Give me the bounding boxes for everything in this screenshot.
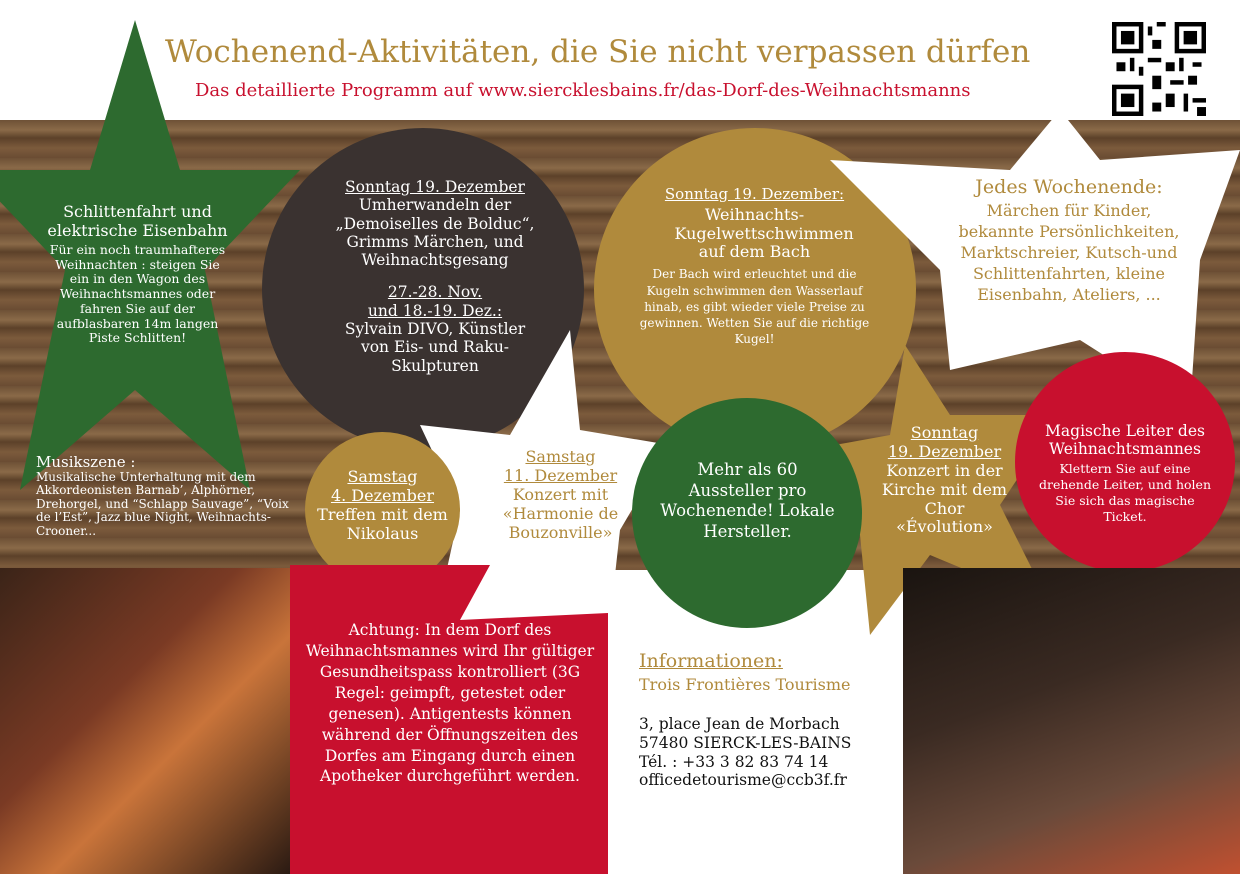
gold-star-content bbox=[877, 424, 1012, 537]
gold-small-circle-content bbox=[315, 468, 450, 544]
gold-circle-date: Sonntag 19. Dezember: bbox=[664, 185, 845, 203]
dark-circle-date2a: 27.-28. Nov. bbox=[387, 283, 483, 302]
gold-star-text: Konzert in der Kirche mit dem Chor «Évolution» bbox=[881, 460, 1008, 537]
market-photo bbox=[903, 568, 1240, 874]
white-star-title: Jedes Wochenende: bbox=[975, 176, 1163, 198]
info-heading: Informationen: bbox=[639, 650, 783, 672]
info-org: Trois Frontières Tourisme bbox=[639, 675, 851, 695]
info-phone[interactable]: Tél. : +33 3 82 83 74 14 bbox=[639, 752, 829, 771]
dark-circle-date2b: und 18.-19. Dez.: bbox=[367, 301, 503, 320]
info-block bbox=[639, 650, 899, 790]
santa-photo bbox=[0, 568, 290, 874]
music-title: Musikszene : bbox=[36, 453, 136, 471]
gold-small-date2: 4. Dezember bbox=[330, 485, 435, 505]
red-circle-body: Klettern Sie auf eine drehende Leiter, und holen Sie sich das magische Ticket. bbox=[1038, 460, 1211, 525]
gold-star-date1: Sonntag bbox=[910, 423, 979, 442]
health-pass-notice: Achtung: In dem Dorf des Weihnachtsmannes wird Ihr gültiger Gesundheitspass kontrolliert (3G Regel: geimpft, getestet oder genesen). Antigentests können während der Öffnungszeiten des Dorfes am Eingang durch einen Apotheker durchgeführt werden. bbox=[305, 621, 595, 786]
gold-circle-content bbox=[632, 186, 877, 347]
green-star-title: Schlittenfahrt und elektrische Eisenbahn bbox=[47, 202, 228, 240]
gold-small-text: Treffen mit dem Nikolaus bbox=[317, 504, 448, 543]
music-body: Musikalische Unterhaltung mit dem Akkordeonisten Barnab’, Alphörner, Drehorgel, und “Schlapp Sauvage”, “Voix de l’Est”, Jazz blue Night, Weihnachts-Crooner... bbox=[36, 469, 289, 538]
gold-circle-title: Weihnachts-Kugelwettschwimmen auf dem Bach bbox=[674, 204, 854, 262]
green-star-body: Für ein noch traumhafteres Weihnachten : steigen Sie ein in den Wagon des Weihnachtsmannes oder fahren Sie auf der aufblasbaren 14m langen Piste Schlitten! bbox=[49, 241, 226, 346]
gold-star-date2: 19. Dezember bbox=[887, 441, 1002, 461]
white-center-date2: 11. Dezember bbox=[503, 465, 618, 485]
green-star-content bbox=[45, 203, 230, 346]
white-star-center-content bbox=[488, 448, 633, 542]
white-center-text: Konzert mit «Harmonie de Bouzonville» bbox=[502, 484, 619, 542]
white-star-body: Märchen für Kinder, bekannte Persönlichkeiten, Marktschreier, Kutsch-und Schlittenfahrten, kleine Eisenbahn, Ateliers, ... bbox=[958, 201, 1180, 304]
qr-code-icon[interactable] bbox=[1112, 22, 1206, 116]
dark-circle-text1: Umherwandeln der „Demoiselles de Bolduc“, Grimms Märchen, und Weihnachtsgesang bbox=[335, 196, 535, 270]
white-star-content bbox=[948, 176, 1190, 305]
info-address2: 57480 SIERCK-LES-BAINS bbox=[639, 733, 852, 752]
red-circle-content bbox=[1035, 422, 1215, 526]
page-title: Wochenend-Aktivitäten, die Sie nicht verpassen dürfen bbox=[165, 34, 1031, 70]
gold-small-date1: Samstag bbox=[347, 467, 418, 486]
music-section bbox=[36, 454, 298, 538]
green-circle-content: Mehr als 60 Aussteller pro Wochenende! Lokale Hersteller. bbox=[660, 460, 835, 541]
gold-circle-body: Der Bach wird erleuchtet und die Kugeln schwimmen den Wasserlauf hinab, es gibt wieder viele Preise zu gewinnen. Wetten Sie auf die richtige Kugel! bbox=[639, 267, 870, 347]
info-address1: 3, place Jean de Morbach bbox=[639, 714, 840, 733]
dark-circle-date1: Sonntag 19. Dezember bbox=[345, 178, 525, 196]
info-email[interactable]: officedetourisme@ccb3f.fr bbox=[639, 771, 847, 790]
red-circle-title: Magische Leiter des Weihnachtsmannes bbox=[1045, 422, 1205, 459]
page-subtitle: Das detaillierte Programm auf www.siercklesbains.fr/das-Dorf-des-Weihnachtsmanns bbox=[195, 80, 971, 101]
dark-circle-text2: Sylvain DIVO, Künstler von Eis- und Raku-Skulpturen bbox=[344, 319, 526, 375]
dark-circle-content bbox=[320, 178, 550, 375]
white-center-date1: Samstag bbox=[525, 447, 596, 466]
